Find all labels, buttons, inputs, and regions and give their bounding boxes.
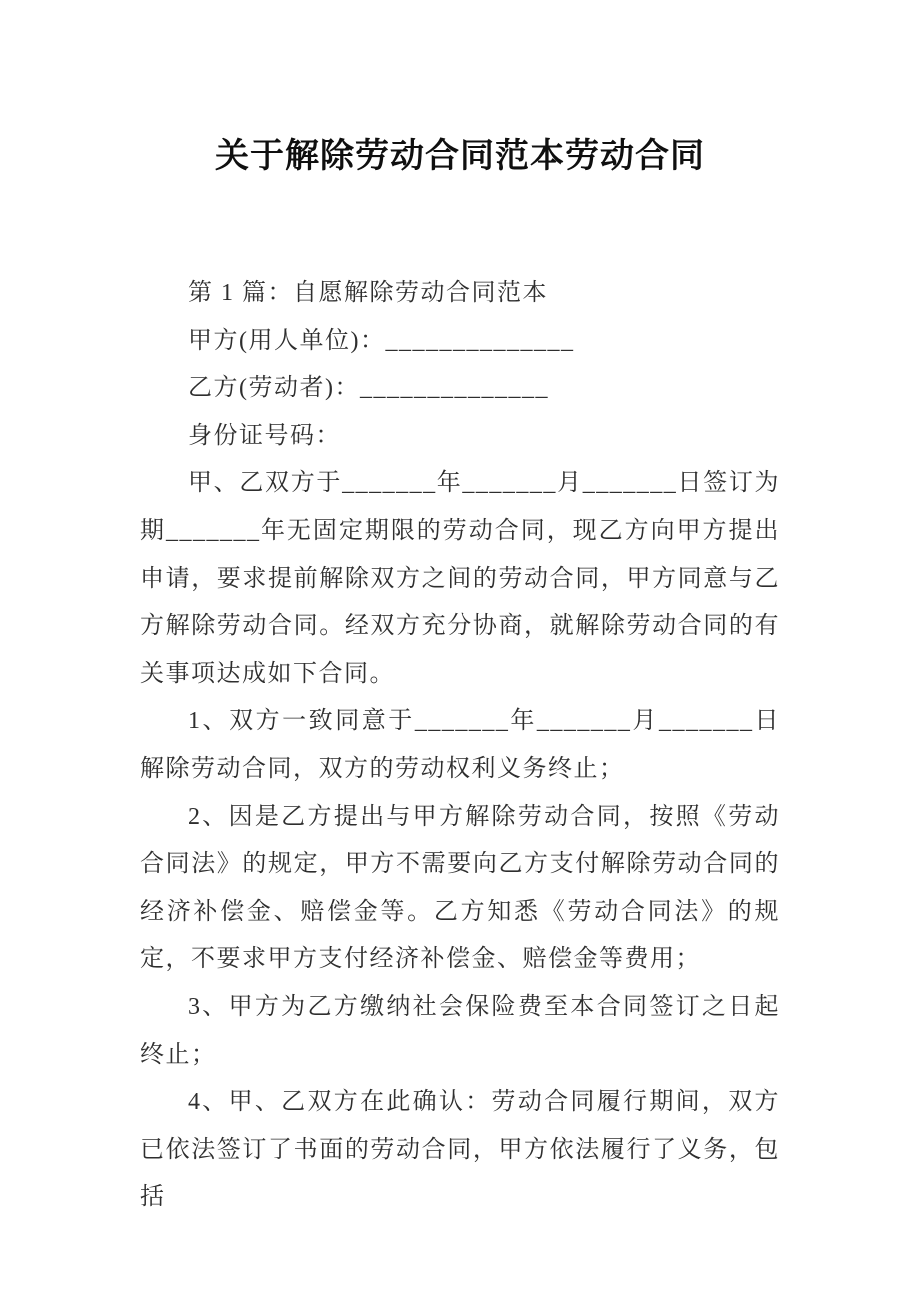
paragraph-party-a-blank: 甲方(用人单位)：______________ xyxy=(188,327,575,354)
paragraph-clause-1: 1、双方一致同意于_______年_______月_______日解除劳动合同，双方的劳动权利义务终止； xyxy=(140,708,780,782)
paragraph-preamble: 甲、乙双方于_______年_______月_______日签订为期_______年无固定期限的劳动合同，现乙方向甲方提出申请，要求提前解除双方之间的劳动合同，甲方同意与乙方解除劳动合同。经双方充分协商，就解除劳动合同的有关事项达成如下合同。 xyxy=(140,470,780,687)
document-content xyxy=(140,0,780,1222)
document-title: 关于解除劳动合同范本劳动合同 xyxy=(215,137,705,175)
paragraph-party-b-blank: 乙方(劳动者)：______________ xyxy=(188,375,549,402)
paragraph-clause-2: 2、因是乙方提出与甲方解除劳动合同，按照《劳动合同法》的规定，甲方不需要向乙方支付解除劳动合同的经济补偿金、赔偿金等。乙方知悉《劳动合同法》的规定，不要求甲方支付经济补偿金、赔偿金等费用； xyxy=(140,803,780,973)
paragraph-section-heading: 第 1 篇：自愿解除劳动合同范本 xyxy=(188,280,548,306)
document-body xyxy=(140,270,780,1222)
paragraph-clause-4: 4、甲、乙双方在此确认：劳动合同履行期间，双方已依法签订了书面的劳动合同，甲方依法履行了义务，包括 xyxy=(140,1089,780,1211)
paragraph-clause-3: 3、甲方为乙方缴纳社会保险费至本合同签订之日起终止； xyxy=(140,993,780,1068)
paragraph-id-number: 身份证号码： xyxy=(188,422,341,449)
